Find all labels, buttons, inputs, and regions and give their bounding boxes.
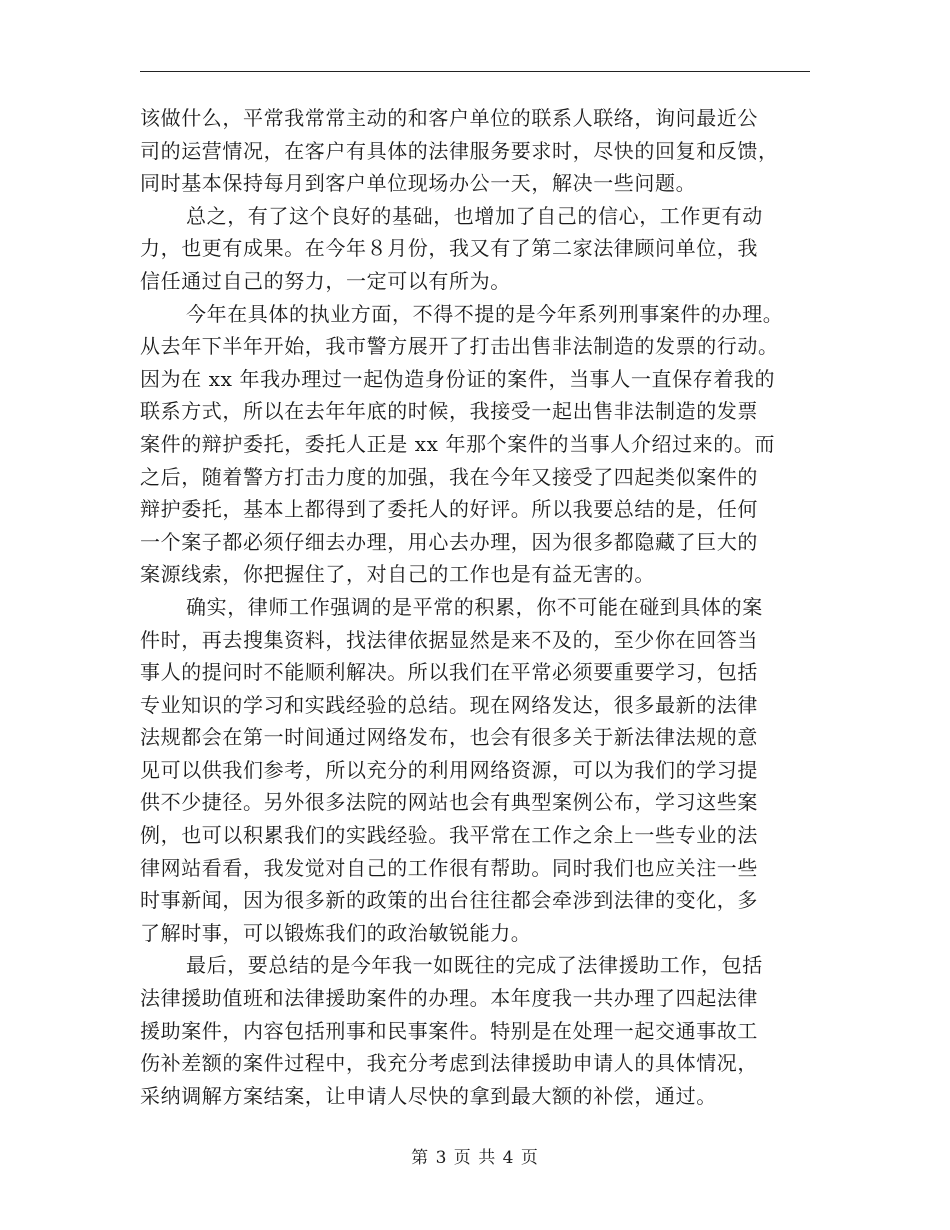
text-line: 联系方式，所以在去年年底的时候，我接受一起出售非法制造的发票 — [140, 399, 758, 424]
text-line: 之后，随着警方打击力度的加强，我在今年又接受了四起类似案件的 — [140, 464, 758, 489]
text-line: 供不少捷径。另外很多法院的网站也会有典型案例公布，学习这些案 — [140, 790, 758, 815]
paragraph — [140, 102, 812, 200]
text-line: 确实，律师工作强调的是平常的积累，你不可能在碰到具体的案 — [186, 594, 763, 619]
text-line: 律网站看看，我发觉对自己的工作很有帮助。同时我们也应关注一些 — [140, 855, 758, 880]
paragraph — [140, 591, 812, 950]
text-line: 专业知识的学习和实践经验的总结。现在网络发达，很多最新的法律 — [140, 692, 758, 717]
text-line: 司的运营情况，在客户有具体的法律服务要求时，尽快的回复和反馈， — [140, 138, 779, 163]
text-line: 同时基本保持每月到客户单位现场办公一天，解决一些问题。 — [140, 171, 697, 196]
text-line: 法规都会在第一时间通过网络发布，也会有很多关于新法律法规的意 — [140, 725, 758, 750]
text-line: 一个案子都必须仔细去办理，用心去办理，因为很多都隐藏了巨大的 — [140, 529, 758, 554]
paragraph — [140, 200, 812, 298]
paragraph — [140, 949, 812, 1112]
text-line: 见可以供我们参考，所以充分的利用网络资源，可以为我们的学习提 — [140, 757, 758, 782]
text-line: 援助案件，内容包括刑事和民事案件。特别是在处理一起交通事故工 — [140, 1018, 758, 1043]
text-line: 力，也更有成果。在今年８月份，我又有了第二家法律顾问单位，我 — [140, 236, 758, 261]
text-line: 了解时事，可以锻炼我们的政治敏锐能力。 — [140, 920, 532, 945]
text-line: 时事新闻，因为很多新的政策的出台往往都会牵涉到法律的变化，多 — [140, 888, 758, 913]
text-line: 信任通过自己的努力，一定可以有所为。 — [140, 268, 511, 293]
paragraph — [140, 298, 812, 591]
page-footer — [0, 1147, 950, 1169]
text-line: 案件的辩护委托，委托人正是 xx 年那个案件的当事人介绍过来的。而 — [140, 431, 776, 456]
text-line: 从去年下半年开始，我市警方展开了打击出售非法制造的发票的行动。 — [140, 334, 779, 359]
text-line: 事人的提问时不能顺利解决。所以我们在平常必须要重要学习，包括 — [140, 660, 758, 685]
text-line: 最后，要总结的是今年我一如既往的完成了法律援助工作，包括 — [186, 953, 763, 978]
text-line: 法律援助值班和法律援助案件的办理。本年度我一共办理了四起法律 — [140, 986, 758, 1011]
text-line: 件时，再去搜集资料，找法律依据显然是来不及的，至少你在回答当 — [140, 627, 758, 652]
text-line: 采纳调解方案结案，让申请人尽快的拿到最大额的补偿，通过。 — [140, 1083, 717, 1108]
text-line: 该做什么，平常我常常主动的和客户单位的联系人联络，询问最近公 — [140, 106, 758, 130]
page-number-label: 第 3 页 共 4 页 — [411, 1148, 539, 1168]
text-line: 辩护委托，基本上都得到了委托人的好评。所以我要总结的是，任何 — [140, 497, 758, 522]
document-body — [140, 102, 812, 1112]
header-rule — [140, 71, 810, 72]
text-line: 总之，有了这个良好的基础，也增加了自己的信心，工作更有动 — [186, 203, 763, 228]
text-line: 案源线索，你把握住了，对自己的工作也是有益无害的。 — [140, 562, 655, 587]
text-line: 因为在 xx 年我办理过一起伪造身份证的案件，当事人一直保存着我的 — [140, 366, 776, 391]
text-line: 伤补差额的案件过程中，我充分考虑到法律援助申请人的具体情况， — [140, 1051, 758, 1076]
text-line: 今年在具体的执业方面，不得不提的是今年系列刑事案件的办理。 — [186, 301, 784, 326]
text-line: 例，也可以积累我们的实践经验。我平常在工作之余上一些专业的法 — [140, 823, 758, 848]
